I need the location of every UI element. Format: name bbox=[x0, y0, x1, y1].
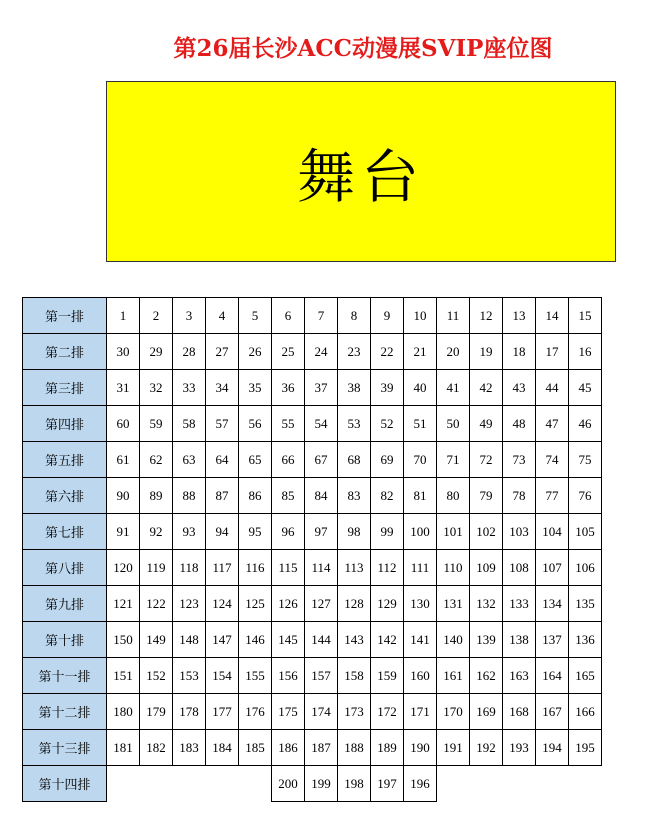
row-label: 第十排 bbox=[23, 622, 107, 658]
seat-number[interactable]: 121 bbox=[107, 586, 140, 622]
seat-number[interactable]: 80 bbox=[437, 478, 470, 514]
seat-number[interactable]: 75 bbox=[569, 442, 602, 478]
seat-number[interactable]: 37 bbox=[305, 370, 338, 406]
seat-row bbox=[23, 730, 602, 766]
seat-number[interactable]: 25 bbox=[272, 334, 305, 370]
empty-cell bbox=[239, 766, 272, 802]
seat-number[interactable]: 43 bbox=[503, 370, 536, 406]
row-label: 第十四排 bbox=[23, 766, 107, 802]
row-label: 第五排 bbox=[23, 442, 107, 478]
seat-number[interactable]: 144 bbox=[305, 622, 338, 658]
seat-row bbox=[23, 622, 602, 658]
seat-number[interactable]: 117 bbox=[206, 550, 239, 586]
seat-number[interactable]: 67 bbox=[305, 442, 338, 478]
seat-number[interactable]: 137 bbox=[536, 622, 569, 658]
seat-number[interactable]: 168 bbox=[503, 694, 536, 730]
seat-number[interactable]: 160 bbox=[404, 658, 437, 694]
seat-number[interactable]: 159 bbox=[371, 658, 404, 694]
seat-number[interactable]: 193 bbox=[503, 730, 536, 766]
seat-number[interactable]: 135 bbox=[569, 586, 602, 622]
seat-number[interactable]: 180 bbox=[107, 694, 140, 730]
seat-number[interactable]: 45 bbox=[569, 370, 602, 406]
seat-number[interactable]: 44 bbox=[536, 370, 569, 406]
seat-row bbox=[23, 658, 602, 694]
seat-number[interactable]: 124 bbox=[206, 586, 239, 622]
seat-number[interactable]: 105 bbox=[569, 514, 602, 550]
seat-number[interactable]: 56 bbox=[239, 406, 272, 442]
seat-number[interactable]: 57 bbox=[206, 406, 239, 442]
seat-number[interactable]: 38 bbox=[338, 370, 371, 406]
empty-cell bbox=[140, 766, 173, 802]
seat-number[interactable]: 152 bbox=[140, 658, 173, 694]
seat-number[interactable]: 133 bbox=[503, 586, 536, 622]
seat-number[interactable]: 61 bbox=[107, 442, 140, 478]
seat-row bbox=[23, 586, 602, 622]
seat-number[interactable]: 182 bbox=[140, 730, 173, 766]
seat-number[interactable]: 26 bbox=[239, 334, 272, 370]
seat-number[interactable]: 104 bbox=[536, 514, 569, 550]
seat-number[interactable]: 118 bbox=[173, 550, 206, 586]
seat-map-table bbox=[22, 297, 602, 802]
seat-number[interactable]: 14 bbox=[536, 298, 569, 334]
empty-cell bbox=[107, 766, 140, 802]
seat-number[interactable]: 90 bbox=[107, 478, 140, 514]
seat-number[interactable]: 28 bbox=[173, 334, 206, 370]
seat-number[interactable]: 177 bbox=[206, 694, 239, 730]
seat-number[interactable]: 110 bbox=[437, 550, 470, 586]
row-label: 第三排 bbox=[23, 370, 107, 406]
seat-number[interactable]: 154 bbox=[206, 658, 239, 694]
seat-number[interactable]: 199 bbox=[305, 766, 338, 802]
seat-number[interactable]: 55 bbox=[272, 406, 305, 442]
seat-number[interactable]: 68 bbox=[338, 442, 371, 478]
seat-number[interactable]: 195 bbox=[569, 730, 602, 766]
seat-number[interactable]: 32 bbox=[140, 370, 173, 406]
seat-number[interactable]: 29 bbox=[140, 334, 173, 370]
seat-number[interactable]: 131 bbox=[437, 586, 470, 622]
seat-number[interactable]: 74 bbox=[536, 442, 569, 478]
seat-number[interactable]: 102 bbox=[470, 514, 503, 550]
seat-number[interactable]: 16 bbox=[569, 334, 602, 370]
seat-number[interactable]: 85 bbox=[272, 478, 305, 514]
seat-number[interactable]: 165 bbox=[569, 658, 602, 694]
seat-number[interactable]: 183 bbox=[173, 730, 206, 766]
seat-number[interactable]: 47 bbox=[536, 406, 569, 442]
seat-number[interactable]: 60 bbox=[107, 406, 140, 442]
seat-number[interactable]: 3 bbox=[173, 298, 206, 334]
seat-number[interactable]: 95 bbox=[239, 514, 272, 550]
seat-number[interactable]: 139 bbox=[470, 622, 503, 658]
seat-number[interactable]: 19 bbox=[470, 334, 503, 370]
seat-number[interactable]: 11 bbox=[437, 298, 470, 334]
seat-number[interactable]: 132 bbox=[470, 586, 503, 622]
seat-number[interactable]: 170 bbox=[437, 694, 470, 730]
seat-number[interactable]: 196 bbox=[404, 766, 437, 802]
seat-number[interactable]: 69 bbox=[371, 442, 404, 478]
seat-number[interactable]: 173 bbox=[338, 694, 371, 730]
row-label: 第十一排 bbox=[23, 658, 107, 694]
seat-number[interactable]: 91 bbox=[107, 514, 140, 550]
seat-number[interactable]: 59 bbox=[140, 406, 173, 442]
seat-number[interactable]: 97 bbox=[305, 514, 338, 550]
seat-number[interactable]: 112 bbox=[371, 550, 404, 586]
seat-number[interactable]: 172 bbox=[371, 694, 404, 730]
seat-row bbox=[23, 514, 602, 550]
seat-number[interactable]: 157 bbox=[305, 658, 338, 694]
row-label: 第六排 bbox=[23, 478, 107, 514]
seat-number[interactable]: 20 bbox=[437, 334, 470, 370]
seat-number[interactable]: 103 bbox=[503, 514, 536, 550]
seat-number[interactable]: 50 bbox=[437, 406, 470, 442]
empty-cell bbox=[206, 766, 239, 802]
seat-number[interactable]: 94 bbox=[206, 514, 239, 550]
seat-number[interactable]: 66 bbox=[272, 442, 305, 478]
seat-number[interactable]: 158 bbox=[338, 658, 371, 694]
row-label: 第十二排 bbox=[23, 694, 107, 730]
seat-number[interactable]: 147 bbox=[206, 622, 239, 658]
seat-row bbox=[23, 694, 602, 730]
seat-row bbox=[23, 370, 602, 406]
seat-number[interactable]: 82 bbox=[371, 478, 404, 514]
seat-number[interactable]: 200 bbox=[272, 766, 305, 802]
row-label: 第九排 bbox=[23, 586, 107, 622]
empty-cell bbox=[569, 766, 602, 802]
seat-number[interactable]: 64 bbox=[206, 442, 239, 478]
seat-number[interactable]: 81 bbox=[404, 478, 437, 514]
row-label: 第八排 bbox=[23, 550, 107, 586]
empty-cell bbox=[173, 766, 206, 802]
seat-number[interactable]: 191 bbox=[437, 730, 470, 766]
seat-number[interactable]: 31 bbox=[107, 370, 140, 406]
seat-number[interactable]: 142 bbox=[371, 622, 404, 658]
seat-number[interactable]: 151 bbox=[107, 658, 140, 694]
seat-number[interactable]: 42 bbox=[470, 370, 503, 406]
seat-number[interactable]: 125 bbox=[239, 586, 272, 622]
seat-number[interactable]: 149 bbox=[140, 622, 173, 658]
seat-number[interactable]: 161 bbox=[437, 658, 470, 694]
seat-number[interactable]: 181 bbox=[107, 730, 140, 766]
seat-number[interactable]: 166 bbox=[569, 694, 602, 730]
seat-number[interactable]: 33 bbox=[173, 370, 206, 406]
seat-number[interactable]: 93 bbox=[173, 514, 206, 550]
page-title: 第26届长沙ACC动漫展SVIP座位图 bbox=[173, 35, 553, 62]
seat-number[interactable]: 146 bbox=[239, 622, 272, 658]
seat-number[interactable]: 188 bbox=[338, 730, 371, 766]
seat-number[interactable]: 70 bbox=[404, 442, 437, 478]
seat-number[interactable]: 140 bbox=[437, 622, 470, 658]
seat-number[interactable]: 34 bbox=[206, 370, 239, 406]
seat-number[interactable]: 167 bbox=[536, 694, 569, 730]
seat-number[interactable]: 116 bbox=[239, 550, 272, 586]
empty-cell bbox=[503, 766, 536, 802]
seat-number[interactable]: 163 bbox=[503, 658, 536, 694]
seat-number[interactable]: 179 bbox=[140, 694, 173, 730]
seat-number[interactable]: 115 bbox=[272, 550, 305, 586]
seat-number[interactable]: 128 bbox=[338, 586, 371, 622]
seat-number[interactable]: 98 bbox=[338, 514, 371, 550]
seat-number[interactable]: 52 bbox=[371, 406, 404, 442]
seat-number[interactable]: 130 bbox=[404, 586, 437, 622]
seat-number[interactable]: 155 bbox=[239, 658, 272, 694]
seat-number[interactable]: 13 bbox=[503, 298, 536, 334]
seat-number[interactable]: 23 bbox=[338, 334, 371, 370]
stage-label: 舞台 bbox=[296, 142, 425, 211]
seat-number[interactable]: 100 bbox=[404, 514, 437, 550]
seat-number[interactable]: 108 bbox=[503, 550, 536, 586]
seat-number[interactable]: 1 bbox=[107, 298, 140, 334]
seat-number[interactable]: 89 bbox=[140, 478, 173, 514]
seat-number[interactable]: 185 bbox=[239, 730, 272, 766]
seat-number[interactable]: 141 bbox=[404, 622, 437, 658]
seat-number[interactable]: 54 bbox=[305, 406, 338, 442]
seat-number[interactable]: 49 bbox=[470, 406, 503, 442]
seat-number[interactable]: 126 bbox=[272, 586, 305, 622]
seat-number[interactable]: 15 bbox=[569, 298, 602, 334]
seat-number[interactable]: 171 bbox=[404, 694, 437, 730]
seat-number[interactable]: 73 bbox=[503, 442, 536, 478]
seat-number[interactable]: 194 bbox=[536, 730, 569, 766]
seat-number[interactable]: 51 bbox=[404, 406, 437, 442]
seat-number[interactable]: 134 bbox=[536, 586, 569, 622]
seat-number[interactable]: 84 bbox=[305, 478, 338, 514]
seat-row bbox=[23, 766, 602, 802]
seat-number[interactable]: 175 bbox=[272, 694, 305, 730]
empty-cell bbox=[536, 766, 569, 802]
seat-number[interactable]: 83 bbox=[338, 478, 371, 514]
seat-number[interactable]: 113 bbox=[338, 550, 371, 586]
seat-number[interactable]: 162 bbox=[470, 658, 503, 694]
seat-number[interactable]: 72 bbox=[470, 442, 503, 478]
seat-number[interactable]: 24 bbox=[305, 334, 338, 370]
seat-number[interactable]: 27 bbox=[206, 334, 239, 370]
row-label: 第四排 bbox=[23, 406, 107, 442]
seat-row bbox=[23, 334, 602, 370]
seat-number[interactable]: 9 bbox=[371, 298, 404, 334]
seat-number[interactable]: 86 bbox=[239, 478, 272, 514]
seat-number[interactable]: 184 bbox=[206, 730, 239, 766]
seat-number[interactable]: 106 bbox=[569, 550, 602, 586]
seat-number[interactable]: 153 bbox=[173, 658, 206, 694]
seat-number[interactable]: 101 bbox=[437, 514, 470, 550]
seat-number[interactable]: 189 bbox=[371, 730, 404, 766]
seat-number[interactable]: 79 bbox=[470, 478, 503, 514]
seat-number[interactable]: 145 bbox=[272, 622, 305, 658]
seat-number[interactable]: 129 bbox=[371, 586, 404, 622]
seat-number[interactable]: 197 bbox=[371, 766, 404, 802]
seat-number[interactable]: 12 bbox=[470, 298, 503, 334]
seat-number[interactable]: 156 bbox=[272, 658, 305, 694]
seat-row bbox=[23, 478, 602, 514]
seat-number[interactable]: 71 bbox=[437, 442, 470, 478]
seat-number[interactable]: 96 bbox=[272, 514, 305, 550]
seat-number[interactable]: 107 bbox=[536, 550, 569, 586]
seat-number[interactable]: 119 bbox=[140, 550, 173, 586]
row-label: 第七排 bbox=[23, 514, 107, 550]
seat-number[interactable]: 150 bbox=[107, 622, 140, 658]
seat-number[interactable]: 114 bbox=[305, 550, 338, 586]
seat-number[interactable]: 164 bbox=[536, 658, 569, 694]
seat-number[interactable]: 92 bbox=[140, 514, 173, 550]
seat-number[interactable]: 127 bbox=[305, 586, 338, 622]
seat-number[interactable]: 122 bbox=[140, 586, 173, 622]
seat-number[interactable]: 36 bbox=[272, 370, 305, 406]
seat-number[interactable]: 21 bbox=[404, 334, 437, 370]
seat-number[interactable]: 123 bbox=[173, 586, 206, 622]
seat-number[interactable]: 40 bbox=[404, 370, 437, 406]
seat-number[interactable]: 7 bbox=[305, 298, 338, 334]
seat-number[interactable]: 136 bbox=[569, 622, 602, 658]
seat-row bbox=[23, 442, 602, 478]
seat-number[interactable]: 174 bbox=[305, 694, 338, 730]
seat-number[interactable]: 4 bbox=[206, 298, 239, 334]
seat-number[interactable]: 138 bbox=[503, 622, 536, 658]
seat-number[interactable]: 88 bbox=[173, 478, 206, 514]
seat-number[interactable]: 77 bbox=[536, 478, 569, 514]
seat-number[interactable]: 48 bbox=[503, 406, 536, 442]
seat-number[interactable]: 5 bbox=[239, 298, 272, 334]
row-label: 第十三排 bbox=[23, 730, 107, 766]
seat-number[interactable]: 187 bbox=[305, 730, 338, 766]
seat-number[interactable]: 76 bbox=[569, 478, 602, 514]
row-label: 第二排 bbox=[23, 334, 107, 370]
seat-number[interactable]: 22 bbox=[371, 334, 404, 370]
seat-number[interactable]: 17 bbox=[536, 334, 569, 370]
seat-number[interactable]: 2 bbox=[140, 298, 173, 334]
seat-number[interactable]: 30 bbox=[107, 334, 140, 370]
seat-number[interactable]: 148 bbox=[173, 622, 206, 658]
seat-number[interactable]: 10 bbox=[404, 298, 437, 334]
seat-number[interactable]: 62 bbox=[140, 442, 173, 478]
seat-number[interactable]: 78 bbox=[503, 478, 536, 514]
seat-number[interactable]: 41 bbox=[437, 370, 470, 406]
seat-number[interactable]: 6 bbox=[272, 298, 305, 334]
empty-cell bbox=[437, 766, 470, 802]
seat-number[interactable]: 53 bbox=[338, 406, 371, 442]
seat-row bbox=[23, 406, 602, 442]
seat-number[interactable]: 111 bbox=[404, 550, 437, 586]
seat-number[interactable]: 109 bbox=[470, 550, 503, 586]
row-label: 第一排 bbox=[23, 298, 107, 334]
seat-number[interactable]: 120 bbox=[107, 550, 140, 586]
seat-number[interactable]: 58 bbox=[173, 406, 206, 442]
seat-number[interactable]: 186 bbox=[272, 730, 305, 766]
seat-number[interactable]: 143 bbox=[338, 622, 371, 658]
seat-number[interactable]: 198 bbox=[338, 766, 371, 802]
seat-number[interactable]: 8 bbox=[338, 298, 371, 334]
seat-number[interactable]: 63 bbox=[173, 442, 206, 478]
seat-number[interactable]: 176 bbox=[239, 694, 272, 730]
seat-number[interactable]: 190 bbox=[404, 730, 437, 766]
seat-row bbox=[23, 550, 602, 586]
seat-number[interactable]: 192 bbox=[470, 730, 503, 766]
seat-number[interactable]: 178 bbox=[173, 694, 206, 730]
seat-number[interactable]: 99 bbox=[371, 514, 404, 550]
seat-number[interactable]: 65 bbox=[239, 442, 272, 478]
seat-number[interactable]: 87 bbox=[206, 478, 239, 514]
empty-cell bbox=[470, 766, 503, 802]
seat-number[interactable]: 35 bbox=[239, 370, 272, 406]
seat-number[interactable]: 18 bbox=[503, 334, 536, 370]
seat-number[interactable]: 169 bbox=[470, 694, 503, 730]
seat-row bbox=[23, 298, 602, 334]
stage-area bbox=[106, 81, 616, 262]
seat-number[interactable]: 39 bbox=[371, 370, 404, 406]
seat-number[interactable]: 46 bbox=[569, 406, 602, 442]
